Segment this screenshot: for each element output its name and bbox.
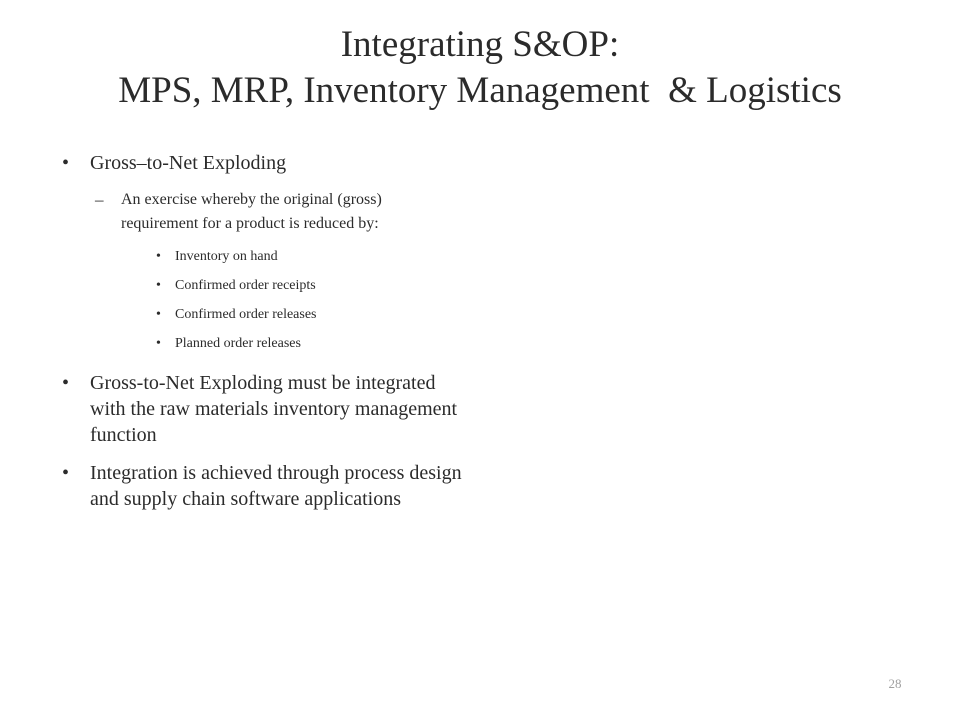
dash-marker: –: [95, 190, 104, 209]
bullet-marker: •: [156, 249, 161, 264]
bullet-marker: •: [62, 152, 70, 174]
title-line-2: MPS, MRP, Inventory Management & Logistics: [118, 70, 842, 111]
list-item: [62, 300, 462, 329]
sub-bullet-definition: [62, 188, 462, 236]
list-item-text: Confirmed order releases: [175, 307, 317, 322]
bullet-integration-requirement: [62, 370, 462, 448]
page-number: 28: [888, 676, 902, 691]
sub-bullet-text: An exercise whereby the original (gross) requirement for a product is reduced by:: [121, 191, 382, 232]
slide-title: [40, 22, 920, 114]
bullet-marker: •: [156, 336, 161, 351]
bullet-text: Gross-to-Net Exploding must be integrated with the raw materials inventory management function: [90, 372, 458, 446]
list-item-text: Inventory on hand: [175, 249, 278, 264]
bullet-integration-means: [62, 460, 462, 512]
bullet-text: Integration is achieved through process design and supply chain software applications: [90, 462, 462, 510]
bullet-gross-to-net: [62, 150, 462, 176]
reduction-list: [62, 242, 462, 358]
list-item: [62, 271, 462, 300]
bullet-text: Gross–to-Net Exploding: [90, 152, 287, 174]
list-item-text: Confirmed order receipts: [175, 278, 316, 293]
bullet-marker: •: [62, 372, 70, 394]
list-item: [62, 329, 462, 358]
title-line-1: Integrating S&OP:: [340, 24, 620, 65]
list-item: [62, 242, 462, 271]
bullet-marker: •: [156, 307, 161, 322]
list-item-text: Planned order releases: [175, 336, 301, 351]
bullet-marker: •: [156, 278, 161, 293]
slide-body: [62, 150, 462, 512]
bullet-marker: •: [62, 462, 70, 484]
